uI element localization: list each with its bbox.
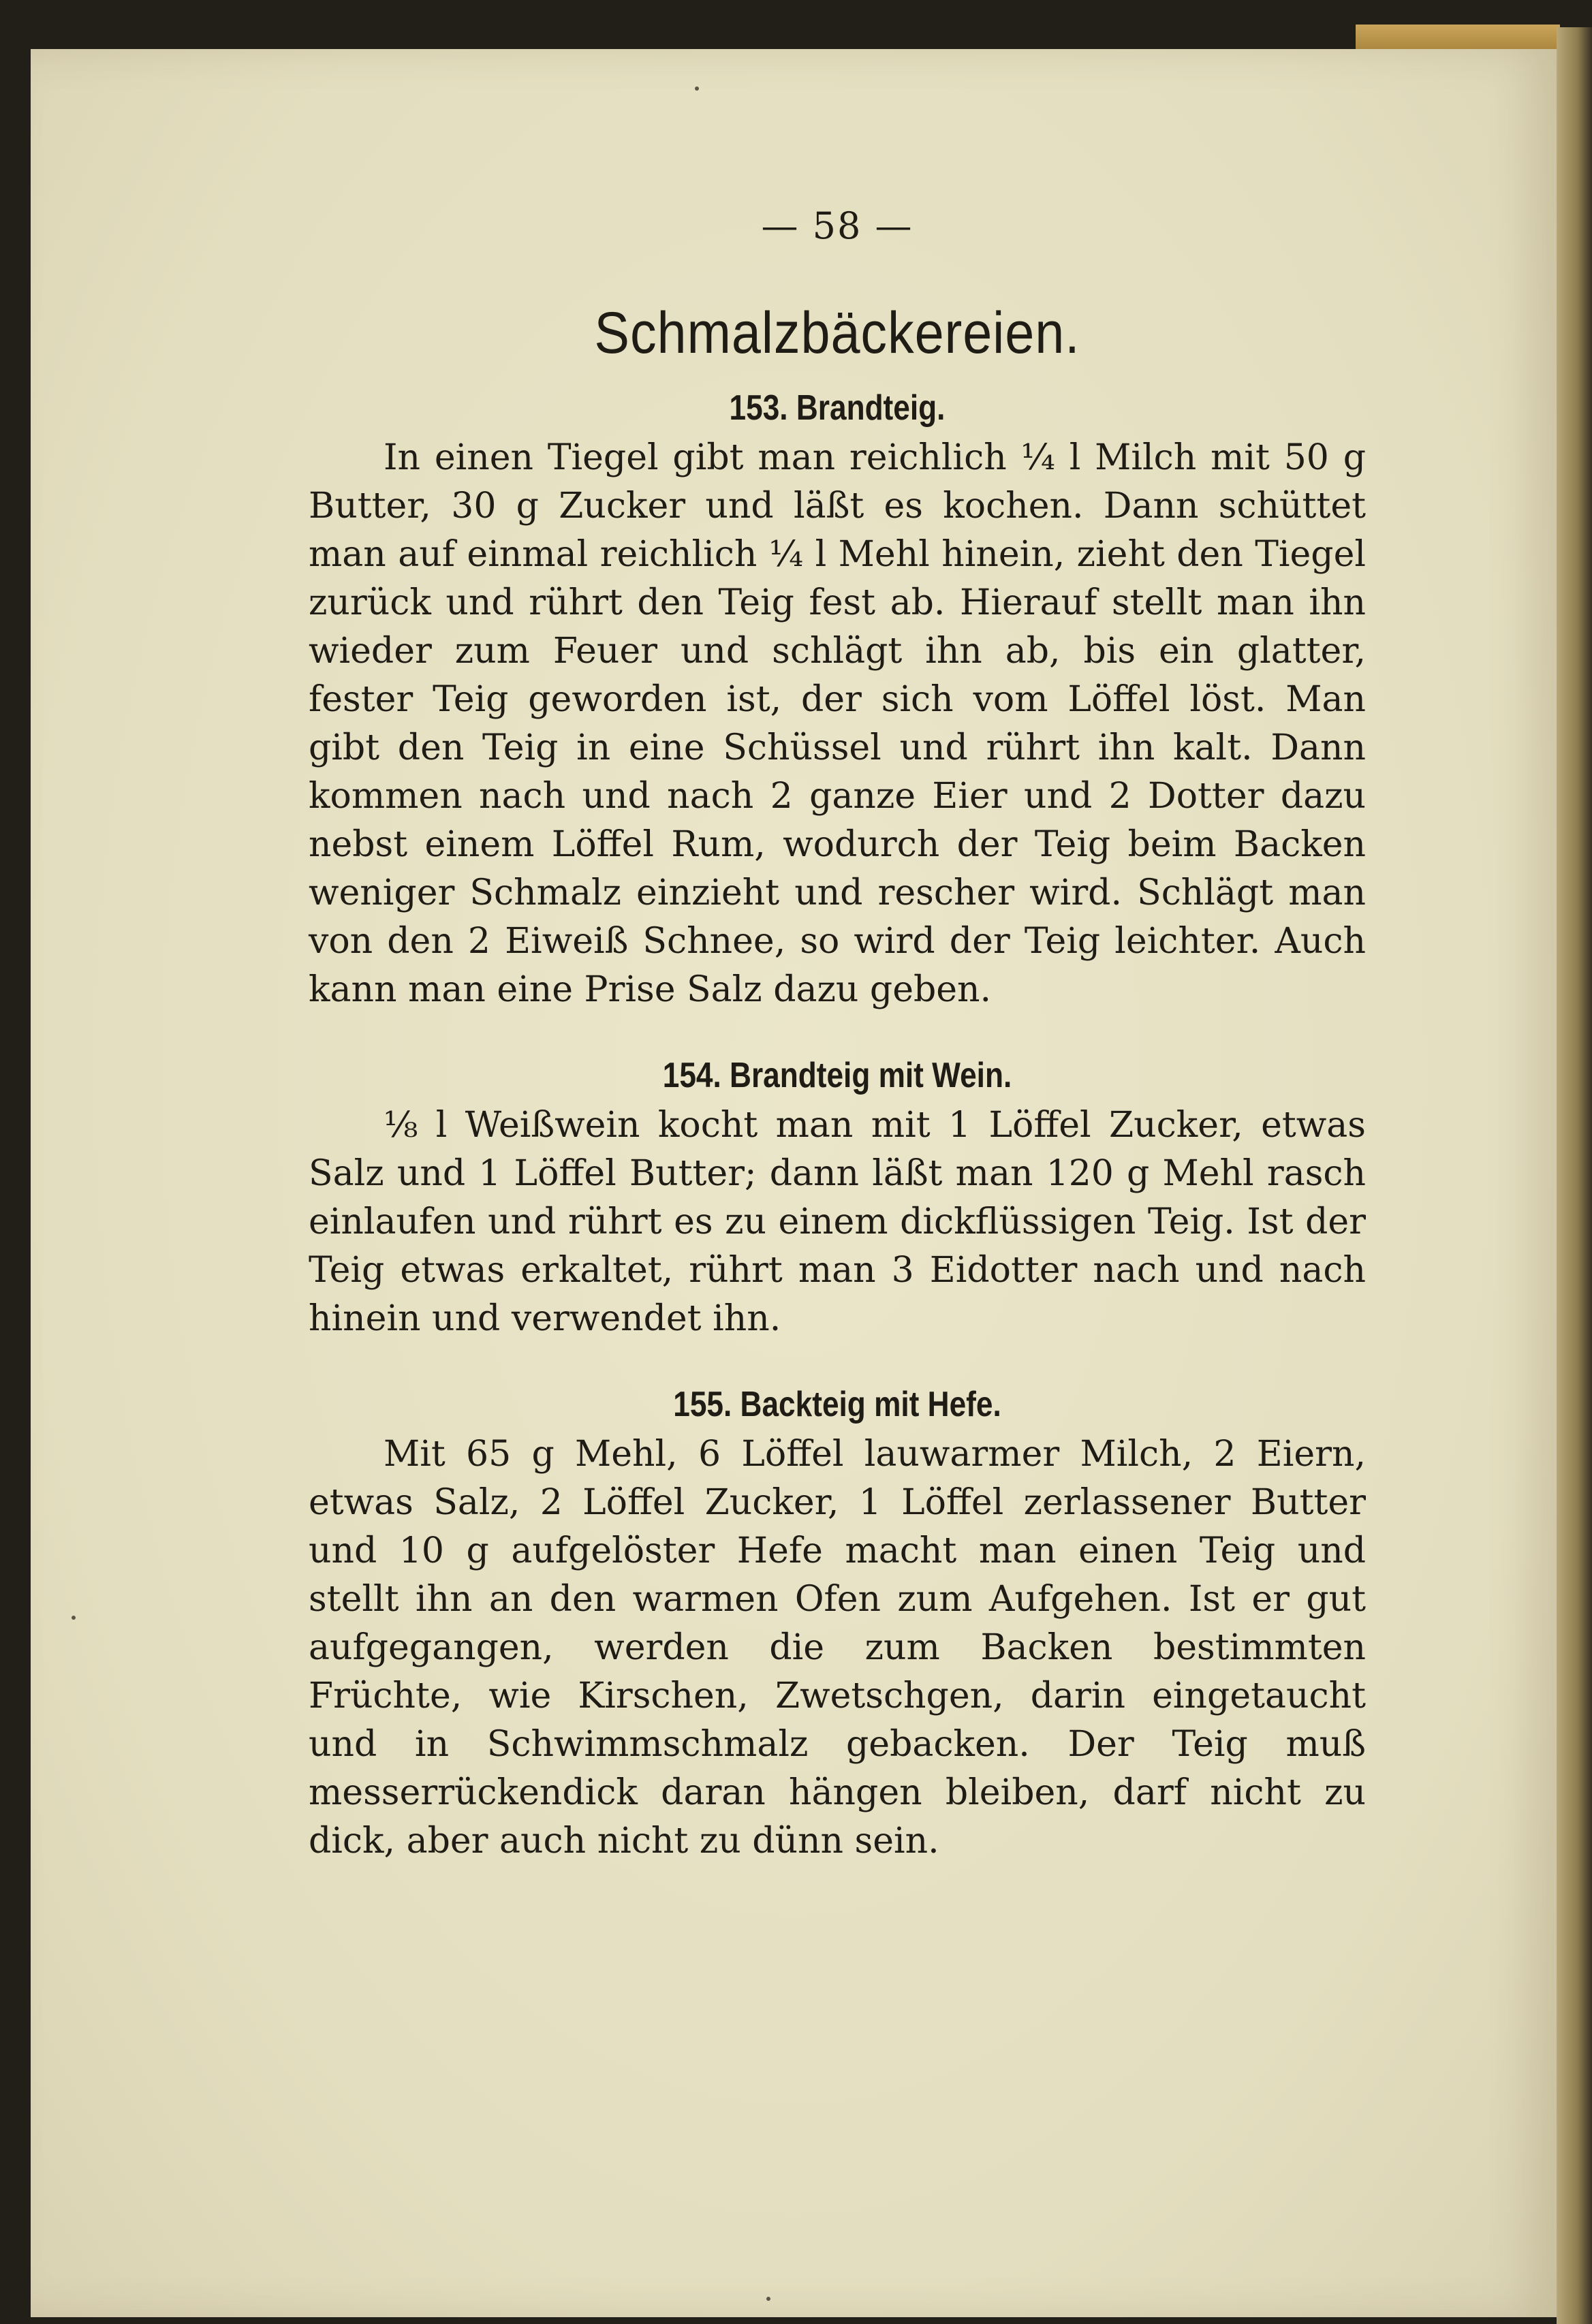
book-edge-tab xyxy=(1356,25,1560,52)
page-content xyxy=(309,198,1366,1866)
recipe-title: 155. Backteig mit Hefe. xyxy=(673,1385,1001,1424)
recipe-title: 153. Brandteig. xyxy=(729,388,946,428)
page-number: — 58 — xyxy=(761,204,914,247)
paper-speck xyxy=(695,87,699,91)
recipe-section xyxy=(309,1055,1366,1343)
recipe-text: ⅛ l Weißwein kocht man mit 1 Löffel Zucker, etwas Salz und 1 Löffel Butter; dann läßt man 120 g Mehl rasch einlaufen und rührt es zu einem dickflüssigen Teig. Ist der Teig etwas erkaltet, rührt man 3 Eidotter nach und nach hinein und verwendet ihn. xyxy=(309,1105,1366,1339)
paper-speck xyxy=(766,2297,770,2301)
recipe-text: Mit 65 g Mehl, 6 Löffel lauwarmer Milch, 2 Eiern, etwas Salz, 2 Löffel Zucker, 1 Löffel zerlassener Butter und 10 g aufgelöster Hefe macht man einen Teig und stellt ihn an den warmen Ofen zum Aufgehen. Ist er gut aufgegangen, werden die zum Backen bestimmten Früchte, wie Kirschen, Zwetschgen, darin eingetaucht und in Schwimmschmalz gebacken. Der Teig muß messerrückendick daran hängen bleiben, darf nicht zu dick, aber auch nicht zu dünn sein. xyxy=(309,1434,1366,1862)
paper-speck xyxy=(72,1616,76,1620)
chapter-title: Schmalzbäckereien. xyxy=(594,300,1080,366)
recipe-section xyxy=(309,1384,1366,1866)
recipe-section xyxy=(309,388,1366,1014)
recipe-text: In einen Tiegel gibt man reichlich ¼ l Milch mit 50 g Butter, 30 g Zucker und läßt es kochen. Dann schüttet man auf einmal reichlich ¼ l Mehl hinein, zieht den Tiegel zurück und rührt den Teig fest ab. Hierauf stellt man ihn wieder zum Feuer und schlägt ihn ab, bis ein glatter, fester Teig geworden ist, der sich vom Löffel löst. Man gibt den Teig in eine Schüssel und rührt ihn kalt. Dann kommen nach und nach 2 ganze Eier und 2 Dotter dazu nebst einem Löffel Rum, wodurch der Teig beim Backen weniger Schmalz einzieht und rescher wird. Schlägt man von den 2 Eiweiß Schnee, so wird der Teig leichter. Auch kann man eine Prise Salz dazu geben. xyxy=(309,437,1366,1010)
recipe-title: 154. Brandteig mit Wein. xyxy=(662,1056,1012,1095)
book-spine-edge xyxy=(1557,27,1592,2324)
